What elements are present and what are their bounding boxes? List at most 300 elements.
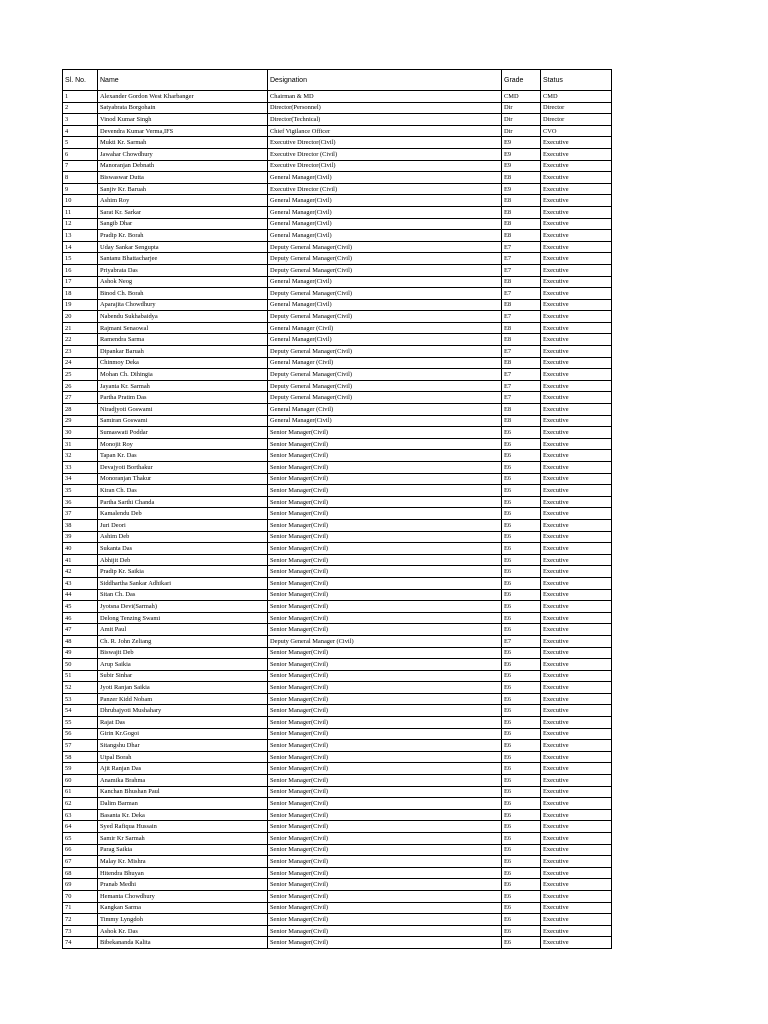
cell-designation: General Manager(Civil) <box>268 415 502 427</box>
cell-grade: E6 <box>502 856 541 868</box>
cell-name: Anamika Brahma <box>98 775 268 787</box>
cell-designation: Senior Manager(Civil) <box>268 693 502 705</box>
table-row <box>63 867 612 879</box>
cell-designation: General Manager(Civil) <box>268 195 502 207</box>
cell-designation: Senior Manager(Civil) <box>268 682 502 694</box>
cell-status: Executive <box>541 334 612 346</box>
cell-sl-no: 22 <box>63 334 98 346</box>
cell-status: CMD <box>541 91 612 103</box>
cell-sl-no: 26 <box>63 380 98 392</box>
table-row <box>63 809 612 821</box>
table-row <box>63 937 612 949</box>
cell-name: Girin Kr.Gogoi <box>98 728 268 740</box>
cell-sl-no: 65 <box>63 833 98 845</box>
cell-designation: Senior Manager(Civil) <box>268 717 502 729</box>
cell-status: Executive <box>541 322 612 334</box>
cell-status: Executive <box>541 635 612 647</box>
cell-designation: General Manager(Civil) <box>268 334 502 346</box>
cell-designation: Deputy General Manager(Civil) <box>268 392 502 404</box>
cell-name: Jyoti Ranjan Saikia <box>98 682 268 694</box>
cell-status: Executive <box>541 577 612 589</box>
cell-grade: E6 <box>502 717 541 729</box>
cell-status: Executive <box>541 369 612 381</box>
cell-name: Ashok Neog <box>98 276 268 288</box>
table-row <box>63 380 612 392</box>
cell-status: Executive <box>541 380 612 392</box>
cell-status: Executive <box>541 856 612 868</box>
cell-grade: E6 <box>502 519 541 531</box>
cell-sl-no: 14 <box>63 241 98 253</box>
table-row <box>63 160 612 172</box>
cell-name: Pradip Kr. Borah <box>98 230 268 242</box>
cell-sl-no: 56 <box>63 728 98 740</box>
cell-designation: Senior Manager(Civil) <box>268 798 502 810</box>
cell-status: Executive <box>541 462 612 474</box>
cell-status: Executive <box>541 844 612 856</box>
table-row <box>63 438 612 450</box>
cell-name: Ramendra Sarma <box>98 334 268 346</box>
cell-status: Executive <box>541 160 612 172</box>
header-sl-no: Sl. No. <box>63 70 98 91</box>
cell-name: Arup Saikia <box>98 659 268 671</box>
cell-designation: Senior Manager(Civil) <box>268 612 502 624</box>
cell-sl-no: 32 <box>63 450 98 462</box>
cell-name: Sarat Kr. Sarkar <box>98 206 268 218</box>
table-row <box>63 589 612 601</box>
cell-sl-no: 3 <box>63 114 98 126</box>
cell-name: Dhrubajyoti Mushahary <box>98 705 268 717</box>
cell-name: Uday Sankar Sengupta <box>98 241 268 253</box>
cell-sl-no: 28 <box>63 404 98 416</box>
cell-status: Executive <box>541 357 612 369</box>
table-row <box>63 543 612 555</box>
cell-grade: E6 <box>502 844 541 856</box>
cell-designation: Senior Manager(Civil) <box>268 577 502 589</box>
cell-name: Dalim Barman <box>98 798 268 810</box>
cell-name: Binod Ch. Borah <box>98 288 268 300</box>
cell-designation: Senior Manager(Civil) <box>268 670 502 682</box>
table-row <box>63 404 612 416</box>
cell-designation: Senior Manager(Civil) <box>268 485 502 497</box>
cell-grade: E6 <box>502 508 541 520</box>
cell-designation: Director(Personnel) <box>268 102 502 114</box>
table-row <box>63 114 612 126</box>
cell-designation: Senior Manager(Civil) <box>268 844 502 856</box>
cell-designation: General Manager(Civil) <box>268 276 502 288</box>
cell-status: Executive <box>541 311 612 323</box>
cell-sl-no: 17 <box>63 276 98 288</box>
employee-table <box>62 69 612 949</box>
cell-name: Biswaswar Dutta <box>98 172 268 184</box>
cell-sl-no: 49 <box>63 647 98 659</box>
cell-sl-no: 74 <box>63 937 98 949</box>
table-row <box>63 276 612 288</box>
cell-sl-no: 58 <box>63 751 98 763</box>
cell-sl-no: 10 <box>63 195 98 207</box>
cell-grade: E6 <box>502 427 541 439</box>
cell-designation: Senior Manager(Civil) <box>268 519 502 531</box>
cell-status: Executive <box>541 914 612 926</box>
cell-designation: Deputy General Manager(Civil) <box>268 311 502 323</box>
cell-designation: Executive Director(Civil) <box>268 160 502 172</box>
table-row <box>63 369 612 381</box>
header-row <box>63 70 612 91</box>
cell-sl-no: 60 <box>63 775 98 787</box>
table-row <box>63 357 612 369</box>
cell-designation: Senior Manager(Civil) <box>268 763 502 775</box>
cell-status: Executive <box>541 554 612 566</box>
cell-designation: Deputy General Manager(Civil) <box>268 369 502 381</box>
cell-designation: Senior Manager(Civil) <box>268 902 502 914</box>
cell-sl-no: 35 <box>63 485 98 497</box>
cell-grade: E8 <box>502 195 541 207</box>
cell-grade: E9 <box>502 160 541 172</box>
cell-designation: General Manager (Civil) <box>268 322 502 334</box>
cell-name: Santanu Bhattacharjee <box>98 253 268 265</box>
cell-status: Executive <box>541 670 612 682</box>
cell-grade: E7 <box>502 635 541 647</box>
cell-sl-no: 4 <box>63 125 98 137</box>
cell-name: Aparajita Chowdhury <box>98 299 268 311</box>
cell-sl-no: 5 <box>63 137 98 149</box>
cell-name: Malay Kr. Mishra <box>98 856 268 868</box>
cell-sl-no: 7 <box>63 160 98 172</box>
table-row <box>63 346 612 358</box>
cell-name: Ch. R. John Zeliang <box>98 635 268 647</box>
cell-status: Executive <box>541 612 612 624</box>
table-row <box>63 519 612 531</box>
table-row <box>63 577 612 589</box>
cell-grade: E6 <box>502 740 541 752</box>
cell-status: Executive <box>541 821 612 833</box>
table-row <box>63 890 612 902</box>
header-name: Name <box>98 70 268 91</box>
cell-name: Ashim Roy <box>98 195 268 207</box>
cell-status: Executive <box>541 404 612 416</box>
cell-designation: Director(Technical) <box>268 114 502 126</box>
cell-grade: E6 <box>502 809 541 821</box>
cell-name: Satyabrata Borgohain <box>98 102 268 114</box>
cell-sl-no: 63 <box>63 809 98 821</box>
cell-sl-no: 71 <box>63 902 98 914</box>
table-row <box>63 241 612 253</box>
table-row <box>63 462 612 474</box>
cell-name: Panzer Kidd Nobam <box>98 693 268 705</box>
cell-status: Executive <box>541 427 612 439</box>
table-row <box>63 508 612 520</box>
cell-grade: E6 <box>502 485 541 497</box>
table-row <box>63 206 612 218</box>
cell-grade: E6 <box>502 543 541 555</box>
cell-designation: Senior Manager(Civil) <box>268 890 502 902</box>
table-row <box>63 288 612 300</box>
cell-grade: E6 <box>502 728 541 740</box>
table-row <box>63 751 612 763</box>
cell-status: Executive <box>541 218 612 230</box>
cell-sl-no: 46 <box>63 612 98 624</box>
cell-name: Subir Sinhar <box>98 670 268 682</box>
table-row <box>63 624 612 636</box>
cell-status: Executive <box>541 809 612 821</box>
cell-name: Sangib Dhar <box>98 218 268 230</box>
cell-status: Executive <box>541 566 612 578</box>
cell-status: Executive <box>541 798 612 810</box>
table-row <box>63 195 612 207</box>
cell-name: Tapan Kr. Das <box>98 450 268 462</box>
table-row <box>63 172 612 184</box>
cell-grade: E6 <box>502 763 541 775</box>
cell-designation: Senior Manager(Civil) <box>268 821 502 833</box>
cell-designation: Executive Director (Civil) <box>268 148 502 160</box>
cell-designation: Senior Manager(Civil) <box>268 450 502 462</box>
table-row <box>63 125 612 137</box>
cell-designation: Senior Manager(Civil) <box>268 879 502 891</box>
cell-designation: General Manager(Civil) <box>268 230 502 242</box>
cell-sl-no: 62 <box>63 798 98 810</box>
table-row <box>63 612 612 624</box>
cell-status: Executive <box>541 925 612 937</box>
cell-status: Executive <box>541 902 612 914</box>
cell-name: Partha Sarthi Chanda <box>98 496 268 508</box>
cell-grade: Dir <box>502 114 541 126</box>
cell-sl-no: 36 <box>63 496 98 508</box>
cell-sl-no: 47 <box>63 624 98 636</box>
table-row <box>63 566 612 578</box>
cell-name: Ashok Kr. Das <box>98 925 268 937</box>
cell-status: Executive <box>541 589 612 601</box>
cell-status: Executive <box>541 751 612 763</box>
cell-sl-no: 25 <box>63 369 98 381</box>
cell-grade: E6 <box>502 612 541 624</box>
cell-sl-no: 42 <box>63 566 98 578</box>
cell-status: Executive <box>541 531 612 543</box>
cell-designation: General Manager(Civil) <box>268 172 502 184</box>
cell-sl-no: 38 <box>63 519 98 531</box>
cell-grade: E6 <box>502 879 541 891</box>
cell-designation: General Manager (Civil) <box>268 404 502 416</box>
cell-designation: Senior Manager(Civil) <box>268 554 502 566</box>
table-row <box>63 647 612 659</box>
cell-name: Basanta Kr. Deka <box>98 809 268 821</box>
cell-name: Ashim Deb <box>98 531 268 543</box>
header-designation: Designation <box>268 70 502 91</box>
table-row <box>63 775 612 787</box>
table-row <box>63 264 612 276</box>
cell-designation: Senior Manager(Civil) <box>268 543 502 555</box>
cell-status: Executive <box>541 496 612 508</box>
cell-sl-no: 54 <box>63 705 98 717</box>
cell-grade: E8 <box>502 415 541 427</box>
cell-status: CVO <box>541 125 612 137</box>
cell-name: Utpal Borah <box>98 751 268 763</box>
cell-name: Niradjyoti Goswami <box>98 404 268 416</box>
cell-name: Pranab Medhi <box>98 879 268 891</box>
cell-grade: E6 <box>502 566 541 578</box>
cell-grade: E9 <box>502 148 541 160</box>
cell-designation: Chief Vigilance Officer <box>268 125 502 137</box>
cell-sl-no: 9 <box>63 183 98 195</box>
cell-sl-no: 68 <box>63 867 98 879</box>
table-row <box>63 148 612 160</box>
cell-grade: E8 <box>502 322 541 334</box>
cell-sl-no: 1 <box>63 91 98 103</box>
cell-designation: Senior Manager(Civil) <box>268 856 502 868</box>
cell-name: Sanjiv Kr. Baruah <box>98 183 268 195</box>
cell-grade: E6 <box>502 925 541 937</box>
cell-designation: Executive Director (Civil) <box>268 183 502 195</box>
table-row <box>63 299 612 311</box>
cell-designation: Senior Manager(Civil) <box>268 937 502 949</box>
cell-grade: E6 <box>502 833 541 845</box>
cell-status: Executive <box>541 601 612 613</box>
cell-sl-no: 66 <box>63 844 98 856</box>
cell-status: Executive <box>541 728 612 740</box>
cell-name: Biswajit Deb <box>98 647 268 659</box>
cell-grade: E6 <box>502 473 541 485</box>
cell-name: Sumaswati Poddar <box>98 427 268 439</box>
cell-status: Executive <box>541 879 612 891</box>
cell-sl-no: 15 <box>63 253 98 265</box>
cell-name: Abhijit Deb <box>98 554 268 566</box>
cell-designation: Senior Manager(Civil) <box>268 438 502 450</box>
cell-grade: E6 <box>502 601 541 613</box>
cell-name: Sitangshu Dhar <box>98 740 268 752</box>
table-row <box>63 798 612 810</box>
cell-status: Executive <box>541 647 612 659</box>
cell-grade: E6 <box>502 682 541 694</box>
cell-sl-no: 43 <box>63 577 98 589</box>
cell-grade: E7 <box>502 288 541 300</box>
cell-name: Partha Pratim Das <box>98 392 268 404</box>
cell-designation: Senior Manager(Civil) <box>268 496 502 508</box>
cell-grade: E8 <box>502 276 541 288</box>
cell-grade: E6 <box>502 670 541 682</box>
table-row <box>63 821 612 833</box>
cell-designation: Senior Manager(Civil) <box>268 925 502 937</box>
cell-designation: Senior Manager(Civil) <box>268 589 502 601</box>
cell-status: Executive <box>541 833 612 845</box>
cell-status: Executive <box>541 659 612 671</box>
table-row <box>63 183 612 195</box>
cell-status: Executive <box>541 763 612 775</box>
cell-designation: Executive Director(Civil) <box>268 137 502 149</box>
cell-grade: E6 <box>502 890 541 902</box>
cell-designation: Senior Manager(Civil) <box>268 624 502 636</box>
cell-designation: Senior Manager(Civil) <box>268 705 502 717</box>
cell-name: Jyotsna Devi(Sarmah) <box>98 601 268 613</box>
cell-designation: Deputy General Manager(Civil) <box>268 380 502 392</box>
table-row <box>63 311 612 323</box>
table-row <box>63 531 612 543</box>
cell-sl-no: 8 <box>63 172 98 184</box>
cell-status: Executive <box>541 241 612 253</box>
cell-sl-no: 64 <box>63 821 98 833</box>
cell-grade: E6 <box>502 659 541 671</box>
cell-designation: General Manager(Civil) <box>268 299 502 311</box>
cell-name: Juri Deori <box>98 519 268 531</box>
cell-sl-no: 40 <box>63 543 98 555</box>
cell-grade: E6 <box>502 937 541 949</box>
cell-name: Kanchan Bhushan Paul <box>98 786 268 798</box>
cell-name: Monojit Roy <box>98 438 268 450</box>
table-row <box>63 856 612 868</box>
cell-grade: E6 <box>502 914 541 926</box>
cell-grade: E7 <box>502 380 541 392</box>
table-row <box>63 740 612 752</box>
cell-sl-no: 23 <box>63 346 98 358</box>
cell-name: Amit Paul <box>98 624 268 636</box>
cell-name: Vinod Kumar Singh <box>98 114 268 126</box>
cell-status: Executive <box>541 775 612 787</box>
cell-designation: Senior Manager(Civil) <box>268 508 502 520</box>
cell-grade: E6 <box>502 867 541 879</box>
cell-grade: E9 <box>502 183 541 195</box>
cell-name: Devajyoti Borthakur <box>98 462 268 474</box>
cell-sl-no: 45 <box>63 601 98 613</box>
table-row <box>63 496 612 508</box>
cell-grade: E6 <box>502 496 541 508</box>
cell-status: Executive <box>541 148 612 160</box>
cell-name: Rajat Das <box>98 717 268 729</box>
cell-designation: Senior Manager(Civil) <box>268 647 502 659</box>
cell-name: Chinmoy Deka <box>98 357 268 369</box>
cell-grade: E7 <box>502 253 541 265</box>
cell-sl-no: 50 <box>63 659 98 671</box>
cell-status: Executive <box>541 624 612 636</box>
cell-designation: Deputy General Manager(Civil) <box>268 346 502 358</box>
table-row <box>63 717 612 729</box>
cell-sl-no: 52 <box>63 682 98 694</box>
cell-name: Parag Saikia <box>98 844 268 856</box>
table-row <box>63 253 612 265</box>
cell-sl-no: 11 <box>63 206 98 218</box>
cell-sl-no: 61 <box>63 786 98 798</box>
cell-name: Alexander Gordon West Kharbanger <box>98 91 268 103</box>
cell-status: Executive <box>541 485 612 497</box>
cell-grade: E6 <box>502 751 541 763</box>
table-row <box>63 450 612 462</box>
cell-name: Monoranjan Thakur <box>98 473 268 485</box>
cell-grade: E6 <box>502 693 541 705</box>
cell-sl-no: 41 <box>63 554 98 566</box>
cell-sl-no: 19 <box>63 299 98 311</box>
cell-grade: E6 <box>502 450 541 462</box>
cell-status: Executive <box>541 206 612 218</box>
cell-designation: Deputy General Manager(Civil) <box>268 253 502 265</box>
cell-grade: E6 <box>502 821 541 833</box>
cell-name: Hemanta Chowdhury <box>98 890 268 902</box>
cell-grade: E6 <box>502 531 541 543</box>
table-row <box>63 485 612 497</box>
cell-status: Executive <box>541 392 612 404</box>
cell-designation: Senior Manager(Civil) <box>268 833 502 845</box>
cell-grade: CMD <box>502 91 541 103</box>
header-grade: Grade <box>502 70 541 91</box>
cell-sl-no: 33 <box>63 462 98 474</box>
table-row <box>63 902 612 914</box>
cell-grade: E8 <box>502 218 541 230</box>
cell-status: Executive <box>541 299 612 311</box>
table-row <box>63 427 612 439</box>
cell-designation: Senior Manager(Civil) <box>268 740 502 752</box>
cell-designation: Senior Manager(Civil) <box>268 751 502 763</box>
cell-sl-no: 27 <box>63 392 98 404</box>
cell-status: Executive <box>541 264 612 276</box>
cell-name: Ajit Ranjan Das <box>98 763 268 775</box>
cell-sl-no: 67 <box>63 856 98 868</box>
table-row <box>63 91 612 103</box>
cell-designation: General Manager(Civil) <box>268 218 502 230</box>
